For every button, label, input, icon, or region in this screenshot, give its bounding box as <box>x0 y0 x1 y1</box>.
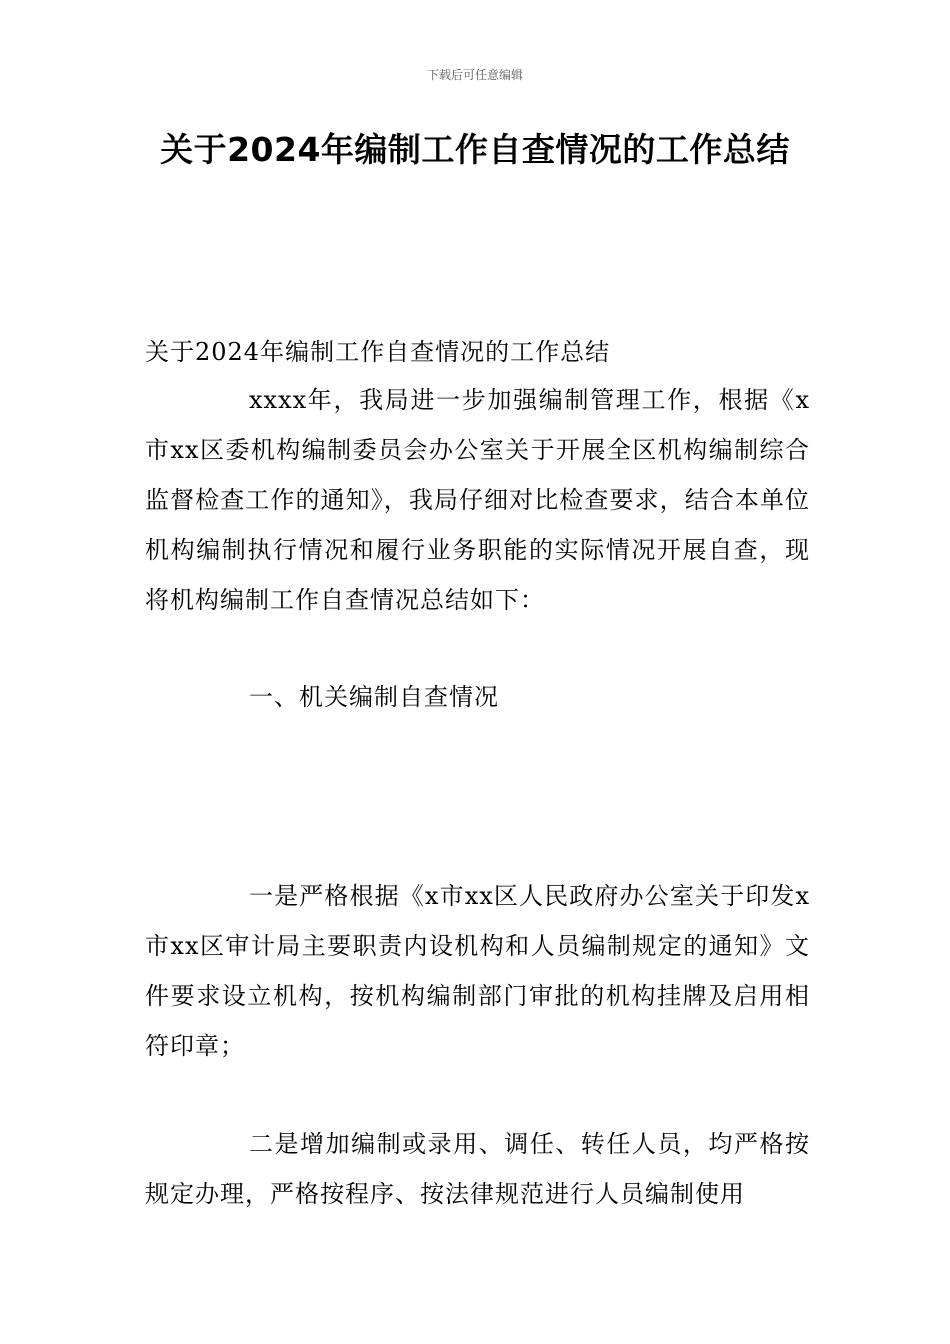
document-title: 关于2024年编制工作自查情况的工作总结 <box>160 130 790 169</box>
paragraph-item-2: 二是增加编制或录用、调任、转任人员，均严格按规定办理，严格按程序、按法律规范进行人员编制使用 <box>145 1130 810 1208</box>
section-heading: 一、机关编制自查情况 <box>249 683 499 711</box>
document-subtitle: 关于2024年编制工作自查情况的工作总结 <box>145 338 611 366</box>
paragraph-item-1: 一是严格根据《x市xx区人民政府办公室关于印发x市xx区审计局主要职责内设机构和人员编制规定的通知》文件要求设立机构，按机构编制部门审批的机构挂牌及启用相符印章； <box>145 882 810 1060</box>
header-note: 下载后可任意编辑 <box>426 68 523 82</box>
intro-paragraph: xxxx年，我局进一步加强编制管理工作，根据《x市xx区委机构编制委员会办公室关于开展全区机构编制综合监督检查工作的通知》，我局仔细对比检查要求，结合本单位机构编制执行情况和履行业务职能的实际情况开展自查，现将机构编制工作自查情况总结如下： <box>145 386 810 614</box>
